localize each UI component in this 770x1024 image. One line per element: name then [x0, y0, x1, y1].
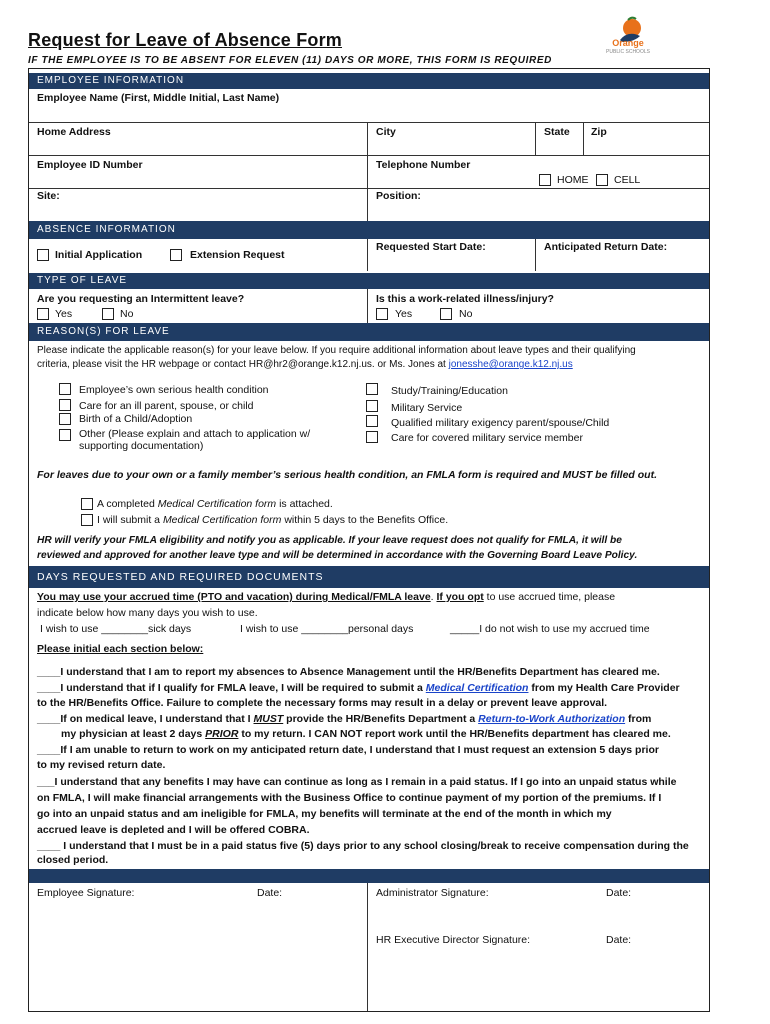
work-related-no-label: No [459, 308, 473, 320]
reason-study-label: Study/Training/Education [391, 385, 508, 397]
intermittent-no-checkbox[interactable] [102, 308, 114, 320]
position-label: Position: [376, 190, 421, 202]
hr-director-signature-label: HR Executive Director Signature: [376, 934, 531, 946]
employee-info-bar: EMPLOYEE INFORMATION [29, 73, 709, 89]
intermittent-yes-checkbox[interactable] [37, 308, 49, 320]
initial-application-label: Initial Application [55, 249, 143, 261]
employee-id-label: Employee ID Number [37, 159, 143, 171]
hr-note-line1: HR will verify your FMLA eligibility and notify you as applicable. If your leave request does not qualify for FMLA, it will be [37, 535, 622, 546]
work-related-yes-checkbox[interactable] [376, 308, 388, 320]
extension-request-checkbox[interactable] [170, 249, 182, 261]
signature-bar [29, 869, 709, 883]
reason-exigency-checkbox[interactable] [366, 415, 378, 427]
reason-care-military-checkbox[interactable] [366, 431, 378, 443]
ack-return-to-work-cont: my physician at least 2 days PRIOR to my return. I CAN NOT report work until the HR/Benefits department has cleared me. [61, 728, 671, 740]
state-label: State [544, 126, 570, 138]
form-title: Request for Leave of Absence Form [28, 30, 343, 50]
no-accrued-time-field[interactable]: _____I do not wish to use my accrued time [450, 623, 650, 635]
logo-subtext: PUBLIC SCHOOLS [606, 49, 650, 55]
return-to-work-link[interactable]: Return-to-Work Authorization [478, 713, 626, 725]
days-requested-bar: DAYS REQUESTED AND REQUIRED DOCUMENTS [29, 566, 709, 588]
cert-attached-checkbox[interactable] [81, 498, 93, 510]
reason-exigency-label: Qualified military exigency parent/spouse/Child [391, 417, 610, 429]
cert-attached-label: A completed Medical Certification form is attached. [97, 498, 333, 510]
reason-own-health-checkbox[interactable] [59, 383, 71, 395]
hr-director-date-label: Date: [606, 934, 632, 946]
sick-days-field[interactable]: I wish to use ________sick days [40, 623, 192, 635]
reason-study-checkbox[interactable] [366, 383, 378, 395]
ack-fmla-certification-cont: to the HR/Benefits Office. Failure to complete the necessary forms may result in a delay or prevent leave approval. [37, 697, 608, 709]
requested-start-date-label: Requested Start Date: [376, 241, 486, 253]
reason-care-family-checkbox[interactable] [59, 399, 71, 411]
reason-other-label: Other (Please explain and attach to application w/ [79, 428, 311, 440]
administrator-date-label: Date: [606, 887, 632, 899]
absence-info-bar: ABSENCE INFORMATION [29, 221, 709, 239]
hr-email-link[interactable]: jonesshe@orange.k12.nj.us [448, 359, 573, 370]
employee-date-label: Date: [257, 887, 283, 899]
ack-benefits-line1: ___I understand that any benefits I may have can continue as long as I remain in a paid status. If I go into an unpaid status while [37, 776, 677, 788]
cert-submit-label: I will submit a Medical Certification form within 5 days to the Benefits Office. [97, 514, 449, 526]
employee-signature-label: Employee Signature: [37, 887, 135, 899]
work-related-yes-label: Yes [395, 308, 413, 320]
ack-benefits-line2: on FMLA, I will make financial arrangements with the Business Office to continue payment of my portion of the premiums. If I [37, 792, 662, 804]
administrator-signature-label: Administrator Signature: [376, 887, 489, 899]
ack-report-absences: ____I understand that I am to report my absences to Absence Management until the HR/Benefits Department has cleared me. [37, 666, 660, 678]
reasons-bar: REASON(S) FOR LEAVE [29, 323, 709, 341]
form-subtitle: IF THE EMPLOYEE IS TO BE ABSENT FOR ELEVEN (11) DAYS OR MORE, THIS FORM IS REQUIRED [28, 55, 552, 66]
reason-care-military-label: Care for covered military service member [391, 432, 583, 444]
cert-submit-checkbox[interactable] [81, 514, 93, 526]
reason-own-health-label: Employee’s own serious health condition [79, 384, 269, 396]
logo-text: Orange [612, 38, 644, 48]
ack-paid-status: ____ I understand that I must be in a paid status five (5) days prior to any school closing/break to receive compensation during the [37, 840, 689, 852]
city-label: City [376, 126, 396, 138]
telephone-label: Telephone Number [376, 159, 471, 171]
employee-name-label: Employee Name (First, Middle Initial, Last Name) [37, 92, 280, 104]
cell-label: CELL [614, 174, 641, 186]
work-related-question: Is this a work-related illness/injury? [376, 293, 554, 305]
ack-extension-cont: to my revised return date. [37, 759, 166, 771]
medical-certification-link[interactable]: Medical Certification [425, 682, 529, 694]
fmla-note: For leaves due to your own or a family member’s serious health condition, an FMLA form is required and MUST be filled out. [37, 469, 657, 481]
reason-military-label: Military Service [391, 402, 463, 414]
anticipated-return-date-label: Anticipated Return Date: [544, 241, 668, 253]
reasons-intro-line1: Please indicate the applicable reason(s) for your leave below. If you require additional information about leave types and their qualifying [37, 345, 636, 356]
leave-form [28, 68, 710, 1012]
home-label: HOME [557, 174, 589, 186]
ack-benefits-line3: go into an unpaid status and am ineligible for FMLA, my benefits will terminate at the end of the month in which my [37, 808, 612, 820]
type-of-leave-bar: TYPE OF LEAVE [29, 273, 709, 289]
reason-other-label-cont: supporting documentation) [79, 440, 204, 452]
ack-extension: ____If I am unable to return to work on my anticipated return date, I understand that I must request an extension 5 days prior [37, 744, 659, 756]
site-label: Site: [37, 190, 60, 202]
reason-birth-adoption-checkbox[interactable] [59, 413, 71, 425]
zip-label: Zip [591, 126, 607, 138]
ack-fmla-certification: ____I understand that if I qualify for FMLA leave, I will be required to submit a Medical Certification from my Health Care Provider [37, 682, 680, 694]
intermittent-no-label: No [120, 308, 134, 320]
reason-care-family-label: Care for an ill parent, spouse, or child [79, 400, 254, 412]
home-address-label: Home Address [37, 126, 111, 138]
ack-return-to-work: ____If on medical leave, I understand that I MUST provide the HR/Benefits Department a Return-to-Work Authorization from [37, 713, 652, 725]
home-phone-checkbox[interactable] [539, 174, 551, 186]
reason-other-checkbox[interactable] [59, 429, 71, 441]
reason-military-checkbox[interactable] [366, 400, 378, 412]
accrued-time-line2: indicate below how many days you wish to use. [37, 607, 258, 619]
initial-each-section-heading: Please initial each section below: [37, 643, 204, 655]
intermittent-question: Are you requesting an Intermittent leave? [37, 293, 245, 305]
accrued-time-line1: You may use your accrued time (PTO and vacation) during Medical/FMLA leave. If you opt to use accrued time, please [37, 591, 616, 603]
hr-note-line2: reviewed and approved for another leave type and will be determined in accordance with the Governing Board Leave Policy. [37, 550, 638, 561]
extension-request-label: Extension Request [190, 249, 285, 261]
intermittent-yes-label: Yes [55, 308, 73, 320]
cell-phone-checkbox[interactable] [596, 174, 608, 186]
reasons-intro-line2: criteria, please visit the HR webpage or contact HR@hr2@orange.k12.nj.us. or Ms. Jones at jonesshe@orange.k12.nj.us [37, 359, 573, 370]
ack-paid-status-cont: closed period. [37, 854, 109, 866]
ack-benefits-line4: accrued leave is depleted and I will be offered COBRA. [37, 824, 310, 836]
initial-application-checkbox[interactable] [37, 249, 49, 261]
personal-days-field[interactable]: I wish to use ________personal days [240, 623, 414, 635]
work-related-no-checkbox[interactable] [440, 308, 452, 320]
reason-birth-adoption-label: Birth of a Child/Adoption [79, 413, 193, 425]
